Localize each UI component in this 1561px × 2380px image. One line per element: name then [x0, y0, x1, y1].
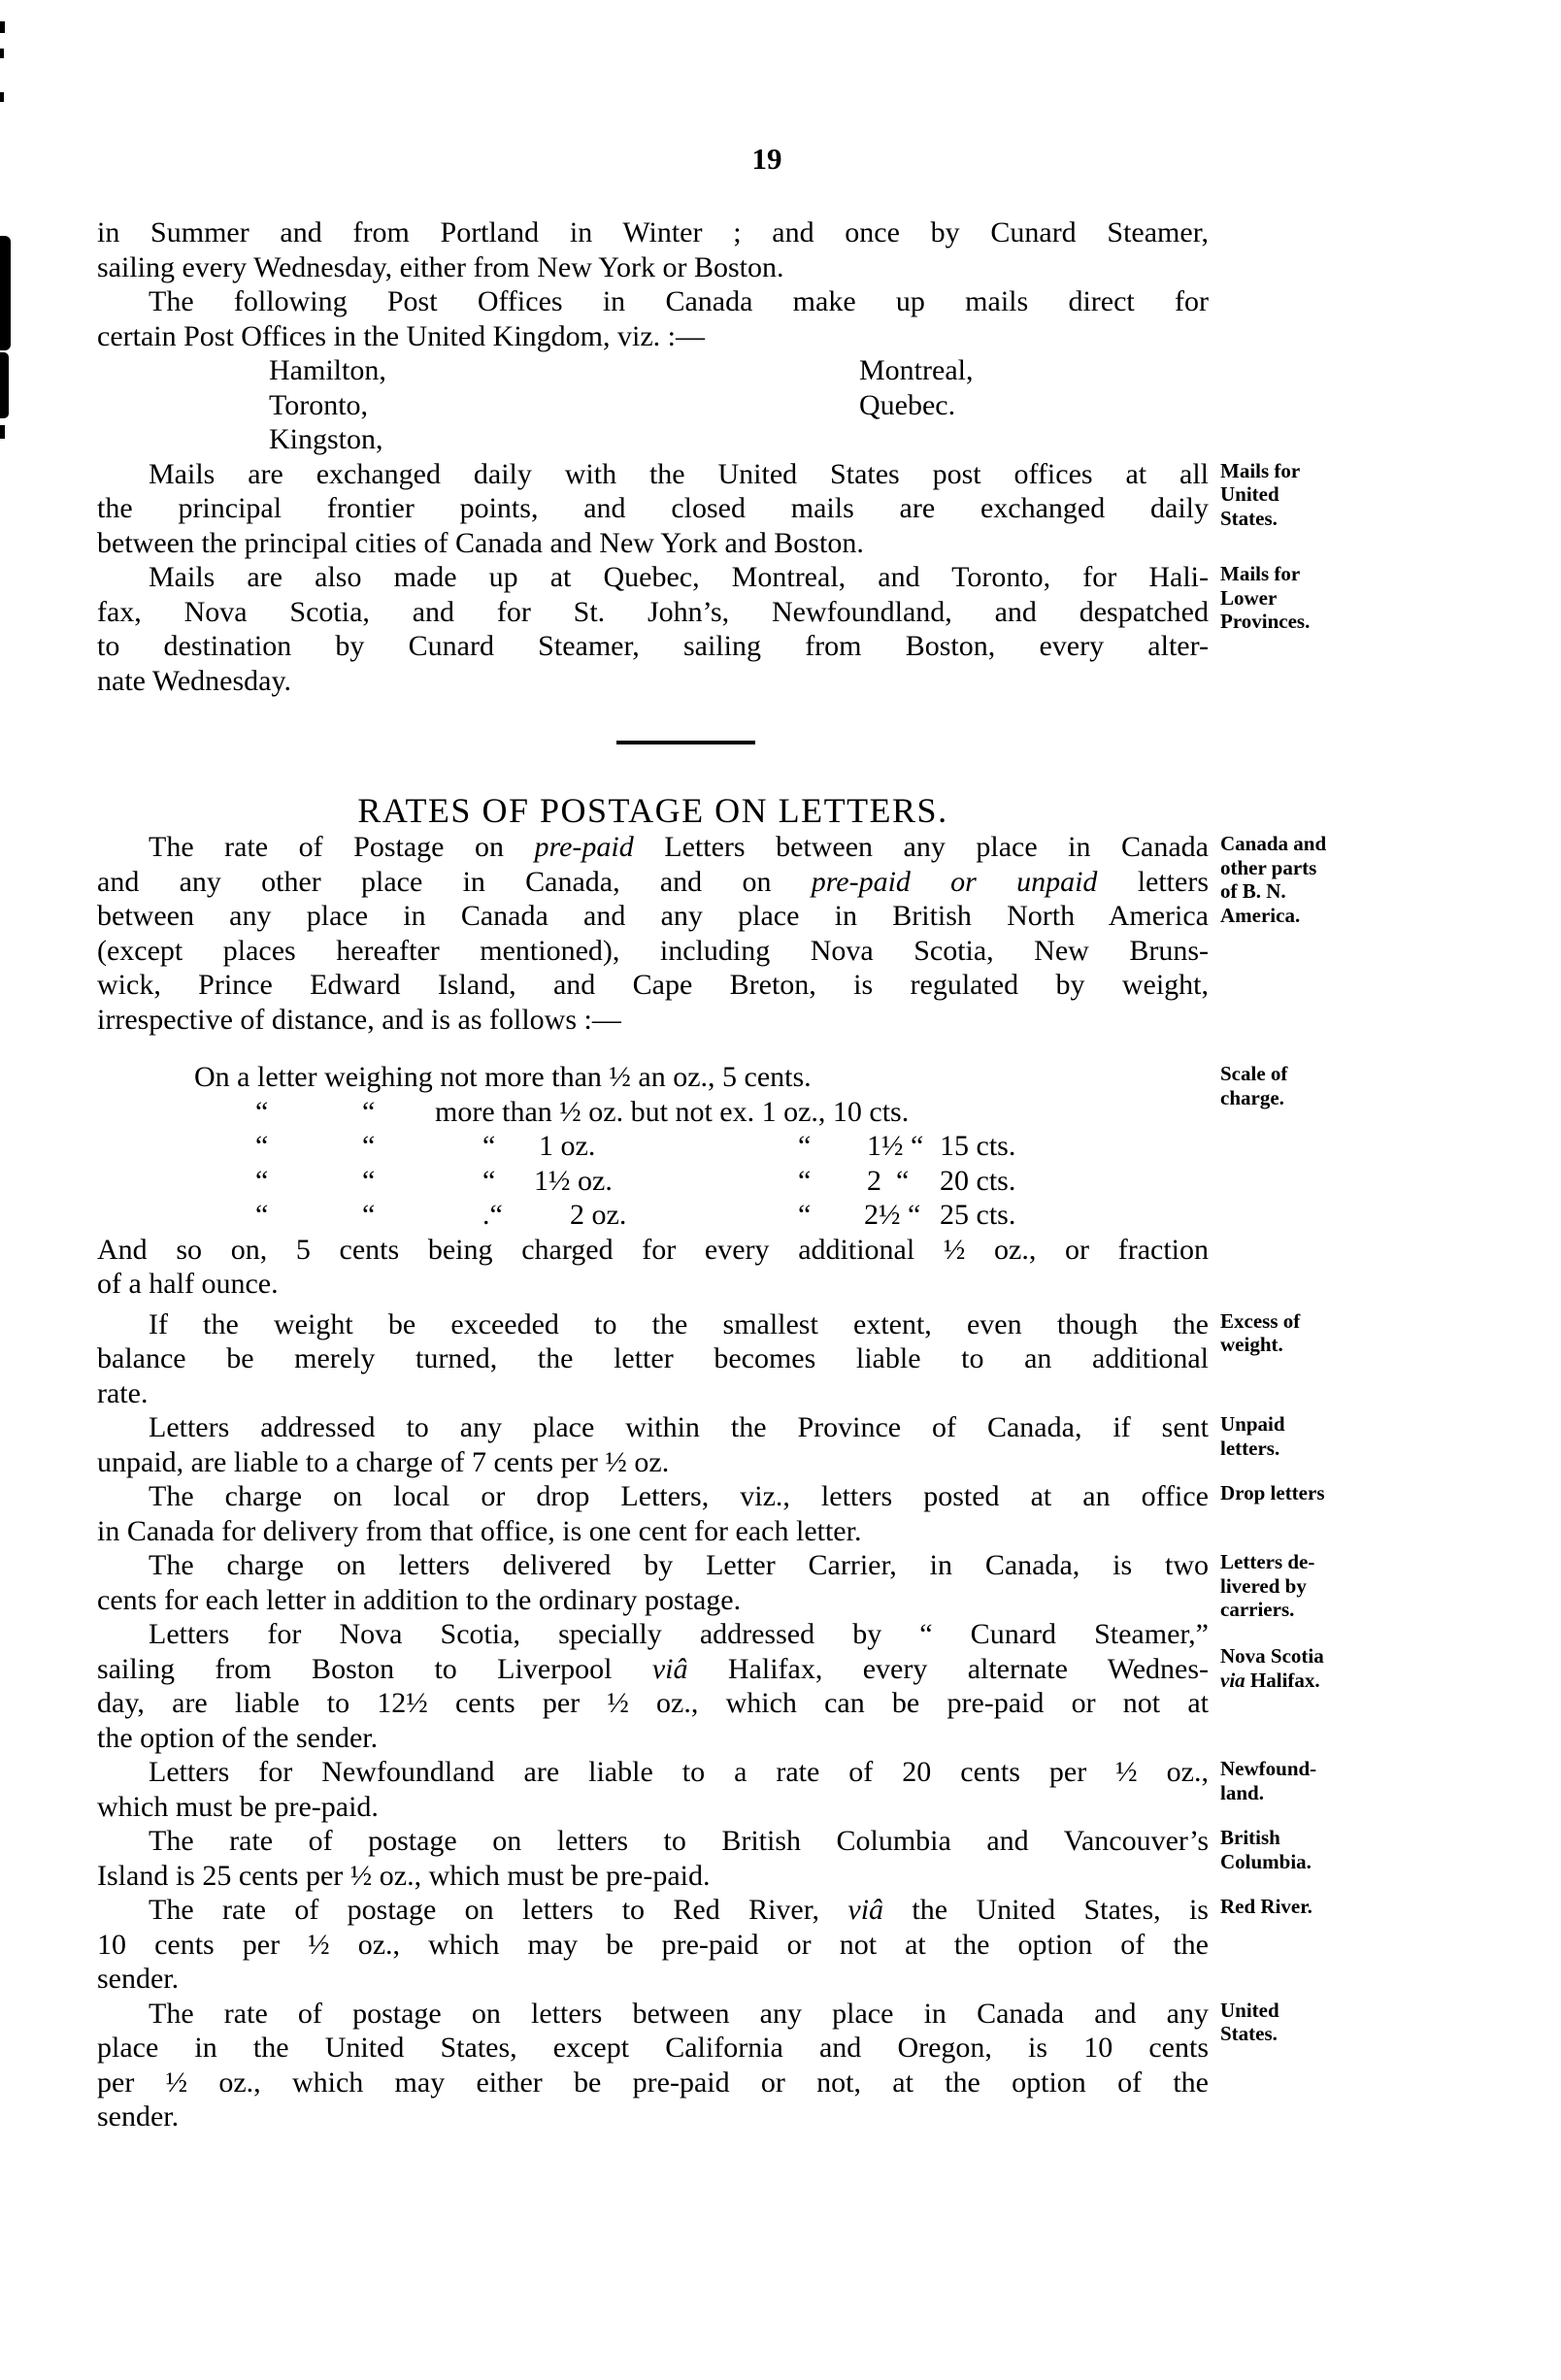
page-number: 19: [751, 142, 782, 176]
post-offices-list: [97, 353, 1209, 457]
margin-note: [1220, 1062, 1429, 1109]
rate-row: [97, 1129, 1209, 1164]
text-line: sender.: [97, 2100, 180, 2132]
margin-note: [1220, 1412, 1429, 1460]
paragraph: [97, 1479, 1325, 1548]
margin-note-line: Lower: [1220, 585, 1278, 610]
paragraph: [97, 1893, 1312, 1997]
margin-note-line: United: [1220, 1998, 1279, 2022]
post-offices-left-column: [269, 353, 386, 457]
paragraph: [97, 1548, 1315, 1621]
margin-note: [1220, 1826, 1429, 1873]
rate-cell: 25 cts.: [940, 1199, 1016, 1231]
scan-artifact: [0, 92, 4, 102]
margin-note: [1220, 1999, 1429, 2046]
margin-note-line: Mails for: [1220, 458, 1301, 482]
text-line: the principal frontier points, and closed mails are exchanged daily: [97, 492, 1209, 524]
rate-cell: 20 cts.: [940, 1164, 1016, 1197]
text-line: the option of the sender.: [97, 1721, 379, 1754]
rate-cell: On a letter weighing not more than ½ an oz., 5 cents.: [194, 1061, 812, 1093]
paragraph: [97, 457, 1301, 561]
scan-artifact: [0, 425, 5, 439]
rate-cell: “: [482, 1164, 496, 1197]
rate-cell: “: [255, 1130, 269, 1162]
text-line: Mails are exchanged daily with the United States post offices at all: [149, 457, 1209, 490]
text-line: The charge on letters delivered by Letter Carrier, in Canada, is two: [149, 1549, 1209, 1581]
text-line: sailing every Wednesday, either from New York or Boston.: [97, 250, 784, 283]
margin-note-line: British: [1220, 1826, 1280, 1849]
post-offices-right-column: [859, 353, 973, 422]
margin-note-line: Unpaid: [1220, 1412, 1285, 1436]
text-line: Letters for Newfoundland are liable to a rate of 20 cents per ½ oz.,: [149, 1756, 1209, 1788]
text-line: irrespective of distance, and is as follows :—: [97, 1003, 621, 1036]
text-line: in Summer and from Portland in Winter ; and once by Cunard Steamer,: [97, 216, 1209, 248]
rate-row: [97, 1198, 1209, 1233]
list-item: Montreal,: [859, 354, 974, 386]
text-line: cents for each letter in addition to the ordinary postage.: [97, 1583, 742, 1616]
margin-note: [1220, 459, 1429, 531]
paragraph: [97, 284, 1209, 353]
margin-note-line: land.: [1220, 1780, 1264, 1804]
scan-artifact: [0, 21, 5, 33]
text-line: sailing from Boston to Liverpool viâ Halifax, every alternate Wednes-: [97, 1652, 1209, 1685]
margin-note-line: Nova Scotia: [1220, 1644, 1324, 1668]
text-line: Island is 25 cents per ½ oz., which must be pre-paid.: [97, 1859, 711, 1892]
margin-note-line: Excess of: [1220, 1308, 1301, 1333]
rate-cell: “: [798, 1164, 812, 1197]
scan-artifact: [0, 352, 9, 418]
text-line: The rate of postage on letters to British Columbia and Vancouver’s: [149, 1825, 1209, 1857]
text-line: fax, Nova Scotia, and for St. John’s, Newfoundland, and despatched: [97, 595, 1209, 628]
rate-cell: “: [255, 1199, 269, 1231]
margin-note-line: weight.: [1220, 1333, 1283, 1356]
text-line: Mails are also made up at Quebec, Montreal, and Toronto, for Hali-: [149, 561, 1209, 593]
margin-note-line: Canada and: [1220, 832, 1327, 855]
paragraph: [97, 830, 1327, 1037]
margin-note-line: Newfound-: [1220, 1757, 1317, 1780]
rate-cell: “: [362, 1130, 376, 1162]
margin-note: [1220, 1757, 1429, 1804]
margin-note-line: States.: [1220, 2022, 1278, 2045]
text-line: wick, Prince Edward Island, and Cape Breton, is regulated by weight,: [97, 969, 1209, 1001]
rate-cell: .“: [482, 1199, 503, 1231]
margin-note: [1220, 1550, 1429, 1622]
text-line: to destination by Cunard Steamer, sailing from Boston, every alter-: [97, 630, 1209, 662]
margin-note: [1220, 1895, 1429, 1919]
scan-artifact: [0, 49, 4, 58]
rate-row: [97, 1060, 1209, 1095]
paragraph: [97, 1997, 1279, 2134]
rate-cell: 1½ oz.: [534, 1164, 613, 1197]
list-item: Kingston,: [269, 423, 383, 455]
margin-note: [1220, 1644, 1429, 1692]
rate-cell: “: [362, 1164, 376, 1197]
margin-note-line: carriers.: [1220, 1598, 1295, 1621]
text-line: unpaid, are liable to a charge of 7 cents per ½ oz.: [97, 1445, 670, 1478]
text-line: The rate of postage on letters between any place in Canada and any: [149, 1997, 1209, 2030]
margin-note-line: of B. N.: [1220, 879, 1286, 903]
text-line: Letters addressed to any place within the Province of Canada, if sent: [149, 1411, 1209, 1443]
margin-note-line: Mails for: [1220, 562, 1301, 585]
scan-artifact: [0, 236, 11, 350]
text-line: The rate of postage on letters to Red River, viâ the United States, is: [149, 1894, 1209, 1926]
rate-row: [97, 1164, 1209, 1199]
paragraph: [97, 1410, 1285, 1479]
text-line: in Canada for delivery from that office, is one cent for each letter.: [97, 1514, 862, 1547]
margin-note-line: Letters de-: [1220, 1550, 1315, 1573]
text-line: rate.: [97, 1376, 149, 1409]
text-line: of a half ounce.: [97, 1268, 279, 1300]
paragraph: [97, 560, 1311, 698]
text-line: which must be pre-paid.: [97, 1790, 379, 1823]
paragraph: [97, 1824, 1312, 1893]
rate-cell: “: [362, 1095, 376, 1128]
text-line: The charge on local or drop Letters, viz., letters posted at an office: [149, 1480, 1209, 1512]
margin-note: [1220, 1481, 1429, 1505]
text-line: certain Post Offices in the United Kingdom, viz. :—: [97, 319, 706, 352]
text-line: If the weight be exceeded to the smallest extent, even though the: [149, 1307, 1209, 1340]
margin-note-line: other parts: [1220, 855, 1317, 879]
list-item: Hamilton,: [269, 354, 386, 386]
rate-cell: 2 oz.: [570, 1199, 627, 1231]
text-line: between any place in Canada and any place in British North America: [97, 900, 1209, 932]
text-line: per ½ oz., which may either be pre-paid or not, at the option of the: [97, 2066, 1209, 2099]
rate-cell: “: [798, 1130, 812, 1162]
rate-cell: 2½ “: [864, 1199, 921, 1231]
text-line: And so on, 5 cents being charged for every additional ½ oz., or fraction: [97, 1233, 1209, 1266]
rate-cell: 1½ “: [867, 1130, 924, 1162]
paragraph: [97, 1617, 1324, 1755]
rate-row: [97, 1095, 1209, 1130]
rate-cell: “: [482, 1130, 496, 1162]
margin-note: [1220, 1309, 1429, 1357]
paragraph: [97, 215, 1209, 284]
text-line: The rate of Postage on pre-paid Letters between any place in Canada: [149, 831, 1209, 863]
rate-cell: 1 oz.: [539, 1130, 596, 1162]
rate-table: [97, 1060, 1288, 1233]
margin-note-line: letters.: [1220, 1436, 1280, 1460]
margin-note-line: United: [1220, 482, 1279, 506]
margin-note-line: Columbia.: [1220, 1849, 1312, 1873]
rate-cell: 15 cts.: [940, 1130, 1016, 1162]
rate-cell: 2 “: [867, 1164, 910, 1197]
text-line: between the principal cities of Canada and New York and Boston.: [97, 526, 864, 559]
text-line: day, are liable to 12½ cents per ½ oz., which can be pre-paid or not at: [97, 1687, 1209, 1719]
rate-cell: more than ½ oz. but not ex. 1 oz., 10 cts.: [435, 1095, 910, 1128]
text-column: [97, 215, 1327, 2134]
paragraph: [97, 1233, 1209, 1302]
paragraph: [97, 1307, 1301, 1411]
section-divider: [616, 741, 755, 744]
text-line: balance be merely turned, the letter becomes liable to an additional: [97, 1342, 1209, 1374]
margin-note-line: charge.: [1220, 1085, 1284, 1109]
text-line: place in the United States, except California and Oregon, is 10 cents: [97, 2032, 1209, 2064]
rate-cell: “: [255, 1164, 269, 1197]
list-item: Quebec.: [859, 388, 956, 421]
margin-note-line: Provinces.: [1220, 610, 1311, 633]
margin-note-line: Red River.: [1220, 1895, 1312, 1918]
margin-note-line: States.: [1220, 506, 1278, 530]
text-line: (except places hereafter mentioned), including Nova Scotia, New Bruns-: [97, 934, 1209, 967]
text-line: The following Post Offices in Canada make up mails direct for: [149, 285, 1209, 317]
margin-note-line: Drop letters: [1220, 1481, 1325, 1504]
margin-note-line: via Halifax.: [1220, 1668, 1320, 1692]
margin-note-line: Scale of: [1220, 1062, 1288, 1085]
text-line: 10 cents per ½ oz., which may be pre-paid or not at the option of the: [97, 1928, 1209, 1961]
rate-cell: “: [255, 1095, 269, 1128]
rate-cell: “: [798, 1199, 812, 1231]
margin-note-line: America.: [1220, 903, 1301, 927]
list-item: Toronto,: [269, 388, 369, 421]
paragraph: [97, 1755, 1317, 1824]
text-line: sender.: [97, 1963, 180, 1995]
section-heading: RATES OF POSTAGE ON LETTERS.: [357, 791, 948, 830]
margin-note: [1220, 832, 1429, 927]
rate-cell: “: [362, 1199, 376, 1231]
margin-note: [1220, 562, 1429, 634]
text-line: nate Wednesday.: [97, 664, 292, 697]
margin-note-line: livered by: [1220, 1573, 1307, 1598]
text-line: Letters for Nova Scotia, specially addressed by “ Cunard Steamer,”: [149, 1618, 1209, 1650]
text-line: and any other place in Canada, and on pre-paid or unpaid letters: [97, 865, 1209, 898]
